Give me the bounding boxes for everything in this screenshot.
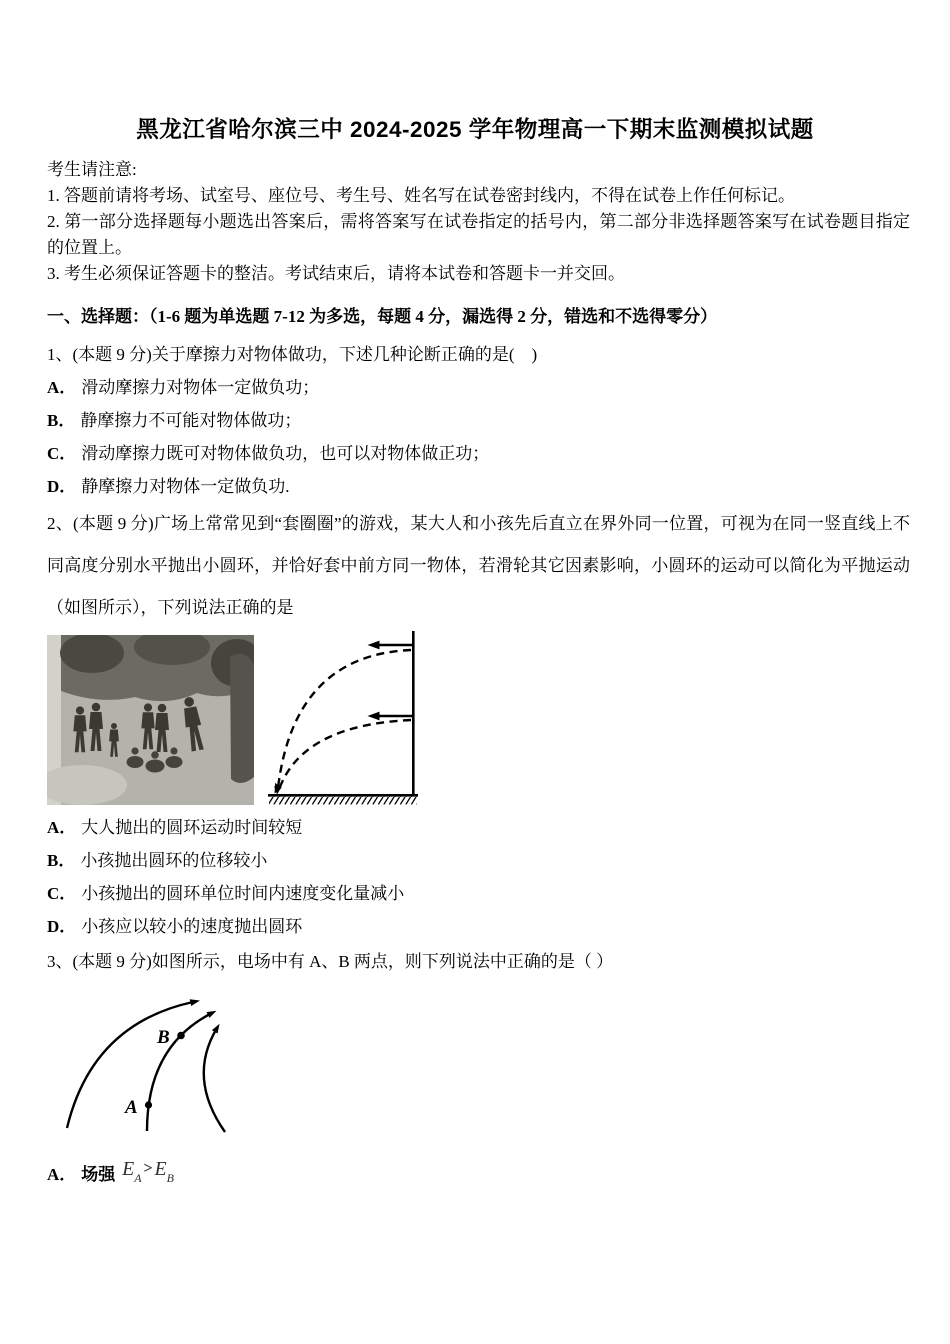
ground-hatching <box>269 797 417 805</box>
ring-toss-photo <box>47 635 254 805</box>
field-point-a <box>145 1101 152 1108</box>
field-line-right-arrowhead <box>212 1024 220 1034</box>
projectile-diagram <box>268 629 418 805</box>
option-label: A． <box>47 1165 77 1184</box>
field-line-middle-arrowhead <box>207 1011 217 1018</box>
question-1-option-a <box>47 371 910 404</box>
page-title: 黑龙江省哈尔滨三中 2024-2025 学年物理高一下期末监测模拟试题 <box>136 117 814 142</box>
question-2-option-d <box>47 910 910 943</box>
upper-velocity-arrowhead <box>368 641 380 650</box>
formula-ea-gt-eb <box>122 1153 174 1193</box>
option-text: 小孩应以较小的速度抛出圆环 <box>81 917 303 936</box>
question-2-options <box>47 811 910 943</box>
notice-heading: 考生请注意: <box>47 160 137 179</box>
electric-field-diagram <box>47 986 252 1144</box>
field-point-b <box>177 1032 185 1040</box>
option-text: 滑动摩擦力对物体一定做负功； <box>81 378 320 397</box>
formula-sub1: A <box>134 1170 142 1185</box>
option-label: B． <box>47 411 76 430</box>
question-2-option-b <box>47 844 910 877</box>
question-2-stem <box>47 503 910 629</box>
option-text: 小孩抛出圆环的位移较小 <box>80 851 268 870</box>
question-3-option-a <box>47 1158 910 1198</box>
option-text: 滑动摩擦力既可对物体做负功，也可以对物体做正功； <box>81 444 490 463</box>
question-1-option-d <box>47 470 910 503</box>
field-line-left-arrowhead <box>190 999 200 1006</box>
question-2-number: 2、 <box>47 514 73 533</box>
question-2-option-a <box>47 811 910 844</box>
question-1-option-b <box>47 404 910 437</box>
question-3-stem <box>47 945 910 978</box>
option-text: 大人抛出的圆环运动时间较短 <box>81 818 303 837</box>
question-1-number: 1、 <box>47 345 73 364</box>
section-heading: 一、选择题：（1-6 题为单选题 7-12 为多选，每题 4 分，漏选得 2 分，错选和不选得零分） <box>47 307 718 326</box>
question-3-text: (本题 9 分)如图所示，电场中有 A、B 两点，则下列说法中正确的是（ ） <box>72 952 614 971</box>
option-text: 场强 <box>81 1165 116 1184</box>
field-label-a: A <box>125 1097 138 1118</box>
option-label: C． <box>47 884 77 903</box>
option-label: D． <box>47 917 77 936</box>
lower-velocity-arrowhead <box>368 712 380 721</box>
option-text: 静摩擦力不可能对物体做功； <box>80 411 302 430</box>
field-label-b: B <box>157 1027 170 1048</box>
lower-trajectory <box>280 720 411 787</box>
question-1-stem <box>47 338 910 371</box>
greater-than-sign: > <box>143 1160 153 1177</box>
question-1-option-c <box>47 437 910 470</box>
question-3-number: 3、 <box>47 952 73 971</box>
option-label: C． <box>47 444 77 463</box>
upper-trajectory <box>278 650 411 788</box>
formula-e1: E <box>122 1159 135 1180</box>
question-2-figure <box>47 633 910 805</box>
question-2-option-c <box>47 877 910 910</box>
option-label: D． <box>47 477 77 496</box>
notice-item-1: 1. 答题前请将考场、试室号、座位号、考生号、姓名写在试卷密封线内，不得在试卷上作任何标记。 <box>47 186 795 205</box>
photo-right-figure <box>230 654 254 783</box>
question-2-text: (本题 9 分)广场上常常见到“套圈圈”的游戏，某大人和小孩先后直立在界外同一位置，可视为在同一竖直线上不同高度分别水平抛出小圆环，并恰好套中前方同一物体，若滑轮其它因素影响，小圆环的运动可以简化为平抛运动（如图所示），下列说法正确的是 <box>47 514 911 617</box>
notice-item-2: 2. 第一部分选择题每小题选出答案后，需将答案写在试卷指定的括号内，第二部分非选择题答案写在试卷题目指定的位置上。 <box>47 212 910 257</box>
option-text: 静摩擦力对物体一定做负功. <box>81 477 290 496</box>
option-label: A． <box>47 818 77 837</box>
formula-sub2: B <box>166 1170 174 1185</box>
formula-e2: E <box>154 1159 167 1180</box>
option-text: 小孩抛出的圆环单位时间内速度变化量减小 <box>81 884 405 903</box>
page-content <box>0 157 950 1198</box>
option-label: A． <box>47 378 77 397</box>
option-label: B． <box>47 851 76 870</box>
field-line-right <box>204 1028 225 1132</box>
question-1-text: (本题 9 分)关于摩擦力对物体做功，下述几种论断正确的是( ) <box>72 345 538 364</box>
notice-item-3: 3. 考生必须保证答题卡的整洁。考试结束后，请将本试卷和答题卡一并交回。 <box>47 264 625 283</box>
